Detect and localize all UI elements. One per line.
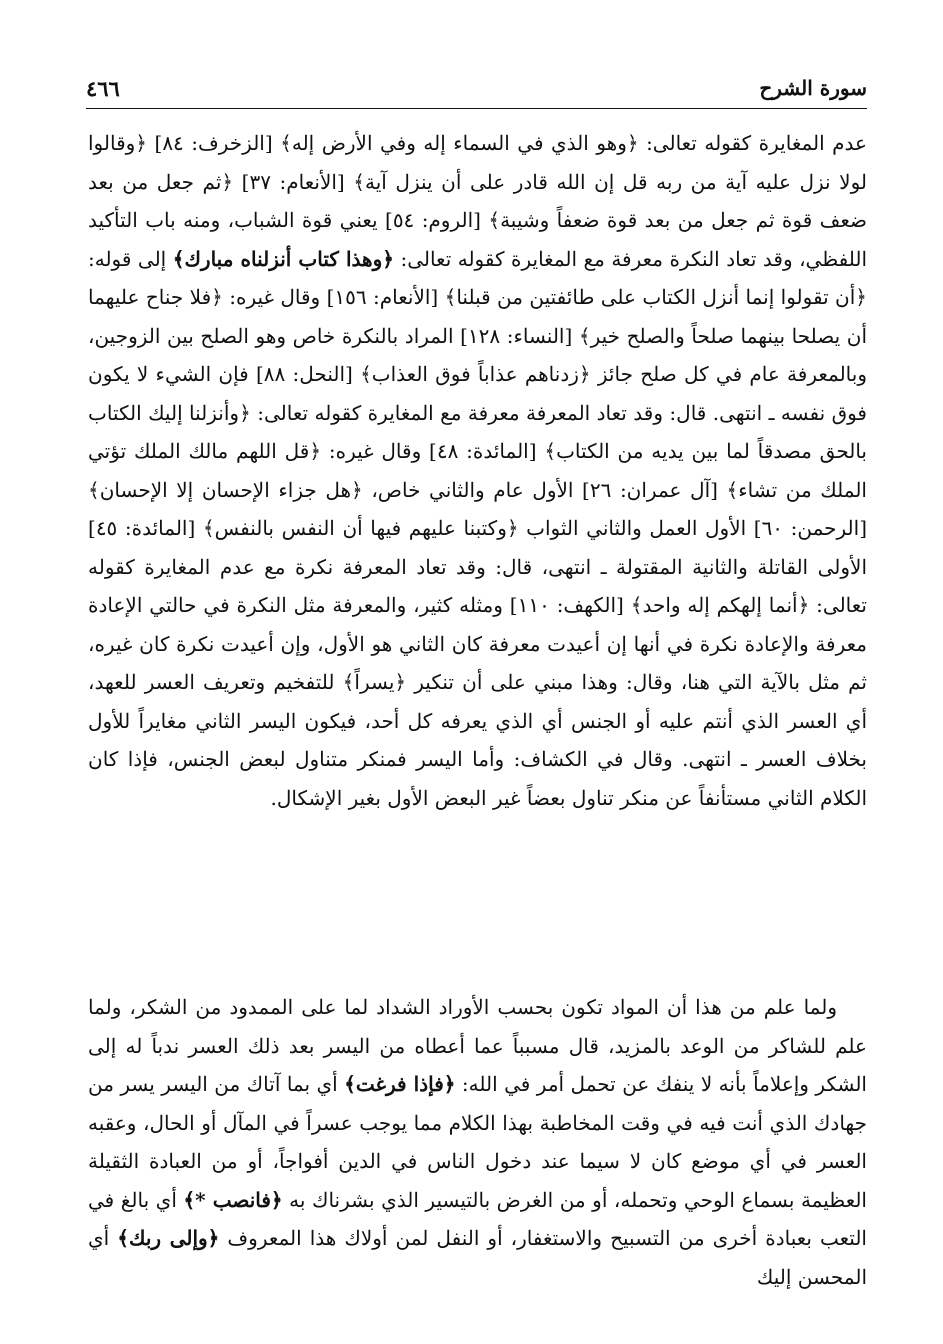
- text-segment: إلى قوله: ﴿أن تقولوا إنما أنزل الكتاب على طائفتين من قبلنا﴾ [الأنعام: ١٥٦] وقال غيره: ﴿فلا جناح عليهما أن يصلحا بينهما صلحاً والصلح خير﴾ [النساء: ١٢٨] المراد بالنكرة خاص وهو الصلح بين الزوجين، وبالمعرفة عام في كل صلح جائز ﴿زدناهم عذاباً فوق العذاب﴾ [النحل: ٨٨] فإن الشيء لا يكون فوق نفسه ـ انتهى. قال: وقد تعاد المعرفة معرفة مع المغايرة كقوله تعالى: ﴿وأنزلنا إليك الكتاب بالحق مصدقاً لما بين يديه من الكتاب﴾ [المائدة: ٤٨] وقال غيره: ﴿قل اللهم مالك الملك تؤتي الملك من تشاء﴾ [آل عمران: ٢٦] الأول عام والثاني خاص، ﴿هل جزاء الإحسان إلا الإحسان﴾ [الرحمن: ٦٠] الأول العمل والثاني الثواب ﴿وكتبنا عليهم فيها أن النفس بالنفس﴾ [المائدة: ٤٥] الأولى القاتلة والثانية المقتولة ـ انتهى، قال: وقد تعاد المعرفة نكرة مع عدم المغايرة كقوله تعالى: ﴿أنما إلهكم إله واحد﴾ [الكهف: ١١٠] ومثله كثير، والمعرفة مثل النكرة في حالتي الإعادة معرفة والإعادة نكرة في أنها إن أعيدت معرفة كان الثاني هو الأول، وإن أعيدت نكرة كان غيره، ثم مثل بالآية التي هنا، وقال: وهذا مبني على أن تنكير ﴿يسراً﴾ للتفخيم وتعريف العسر للعهد، أي العسر الذي أنتم عليه أو الجنس أي الذي يعرفه كل أحد، فيكون اليسر الثاني مغايراً للأول بخلاف العسر ـ انتهى. وقال في الكشاف: وأما اليسر فمنكر متناول لبعض الجنس، فإذا كان الكلام الثاني مستأنفاً عن منكر تناول بعضاً غير البعض الأول بغير الإشكال.: [88, 246, 868, 810]
- text-segment: أي المحسن إليك: [88, 1226, 867, 1289]
- header-divider: [86, 108, 867, 109]
- quran-quote-bold: ﴿وهذا كتاب أنزلناه مبارك﴾: [172, 246, 394, 271]
- text-segment: أي بما آتاك من اليسر يسر من جهادك الذي أنت فيه في وقت المخاطبة بهذا الكلام مما يوجب عسراً في المآل أو الحال، وعقبه العسر في أي موضع كان لا سيما عند دخول الناس في الدين أفواجاً، أو من العبادة الثقيلة العظيمة بسماع الوحي وتحمله، أو من الغرض بالتيسير الذي بشرناك به: [88, 1072, 867, 1212]
- quran-quote-bold: ﴿فإذا فرغت﴾: [344, 1072, 456, 1096]
- page-number: ٤٦٦: [86, 75, 120, 101]
- paragraph-2: [88, 988, 867, 1296]
- quran-quote-bold: ﴿فانصب *﴾: [183, 1187, 283, 1212]
- running-header: [86, 70, 867, 106]
- text-segment: عدم المغايرة كقوله تعالى: ﴿وهو الذي في السماء إله وفي الأرض إله﴾ [الزخرف: ٨٤] ﴿وقالوا لولا نزل عليه آية من ربه قل إن الله قادر على أن ينزل آية﴾ [الأنعام: ٣٧] ﴿ثم جعل من بعد ضعف قوة ثم جعل من بعد قوة ضعفاً وشيبة﴾ [الروم: ٥٤] يعني قوة الشباب، ومنه باب التأكيد اللفظي، وقد تعاد النكرة معرفة مع المغايرة كقوله تعالى:: [88, 131, 868, 271]
- text-segment: ولما علم من هذا أن المواد تكون بحسب الأوراد الشداد لما على الممدود من الشكر، ولما علم للشاكر من الوعد بالمزيد، قال مسبباً عما أعطاه من اليسر بعد ذلك العسر ندباً له إلى الشكر وإعلاماً بأنه لا ينفك عن تحمل أمر في الله:: [88, 995, 867, 1096]
- quran-quote-bold: ﴿وإلى ربك﴾: [117, 1226, 220, 1250]
- text-segment: أي بالغ في التعب بعبادة أخرى من التسبيح والاستغفار، أو النفل لمن أولاك هذا المعروف: [88, 1187, 867, 1250]
- paragraph-1: [88, 124, 867, 817]
- surah-title: سورة الشرح: [759, 76, 867, 100]
